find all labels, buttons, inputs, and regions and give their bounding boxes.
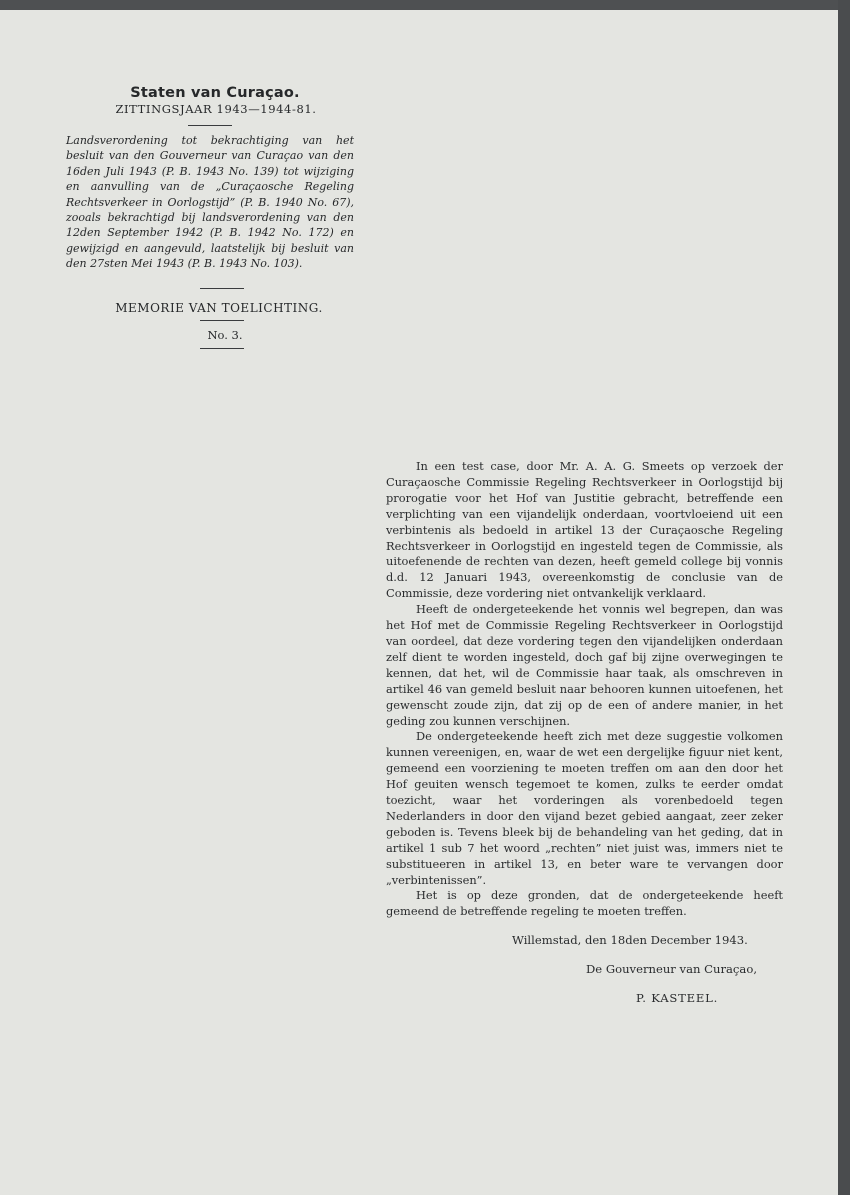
place-date: Willemstad, den 18den December 1943. — [512, 933, 748, 947]
divider-rule — [200, 320, 244, 321]
body-paragraph: Het is op deze gronden, dat de ondergeteekende heeft gemeend de betreffende regeling te moeten treffen. — [386, 888, 783, 919]
ordinance-title: Landsverordening tot bekrachtiging van het besluit van den Gouverneur van Curaçao van den 16den Juli 1943 (P. B. 1943 No. 139) tot wijziging en aanvulling van de „Curaçaosche Regeling Rechtsverkeer in Oorlogstijd” (P. B. 1940 No. 67), zooals bekrachtigd bij landsverordening van den 12den September 1942 (P. B. 1942 No. 172) en gewijzigd en aangevuld, laatstelijk bij besluit van den 27sten Mei 1943 (P. B. 1943 No. 103). — [66, 134, 354, 271]
header-block — [60, 85, 360, 349]
scan-border-top — [0, 0, 850, 10]
divider-rule — [200, 288, 244, 289]
divider-rule — [188, 125, 232, 126]
signatory-title: De Gouverneur van Curaçao, — [586, 962, 758, 976]
document-title: Staten van Curaçao. — [130, 85, 300, 101]
session-line: ZITTINGSJAAR 1943—1944-81. — [115, 102, 317, 116]
memorie-number: No. 3. — [207, 327, 243, 342]
body-paragraph: De ondergeteekende heeft zich met deze suggestie volkomen kunnen vereenigen, en, waar de wet een dergelijke figuur niet kent, gemeend een voorziening te moeten treffen om aan den door het Hof geuiten wensch tegemoet te komen, zulks te eerder omdat toezicht, waar het vorderingen als vorenbedoeld tegen Nederlanders in door den vijand bezet gebied aangaat, zeer zeker geboden is. Tevens bleek bij de behandeling van het geding, dat in artikel 1 sub 7 het woord „rechten” niet juist was, immers niet te substitueeren in artikel 13, en beter ware te vervangen door „verbintenissen”. — [386, 729, 783, 887]
scan-border-right — [838, 0, 850, 1195]
body-paragraph: In een test case, door Mr. A. A. G. Smeets op verzoek der Curaçaosche Commissie Regeling Rechtsverkeer in Oorlogstijd bij prorogatie voor het Hof van Justitie gebracht, betreffende een verplichting van een vijandelijk onderdaan, voortvloeiend uit een verbintenis als bedoeld in artikel 13 der Curaçaosche Regeling Rechtsverkeer in Oorlogstijd en ingesteld tegen de Commissie, als uitoefenende de rechten van dezen, heeft gemeld college bij vonnis d.d. 12 Januari 1943, overeenkomstig de conclusie van de Commissie, deze vordering niet ontvankelijk verklaard. — [386, 459, 783, 601]
body-paragraph: Heeft de ondergeteekende het vonnis wel begrepen, dan was het Hof met de Commissie Regeling Rechtsverkeer in Oorlogstijd van oordeel, dat deze vordering tegen den vijandelijken onderdaan zelf dient te worden ingesteld, doch gaf bij zijne overwegingen te kennen, dat het, wil de Commissie haar taak, als omschreven in artikel 46 van gemeld besluit naar behooren kunnen uitoefenen, het gewenscht zoude zijn, dat zij op de een of andere manier, in het geding zou kunnen verschijnen. — [386, 602, 783, 728]
body-text — [386, 459, 783, 920]
divider-rule — [200, 348, 244, 349]
signatory-name: P. KASTEEL. — [636, 991, 719, 1005]
memorie-heading: MEMORIE VAN TOELICHTING. — [115, 300, 323, 315]
